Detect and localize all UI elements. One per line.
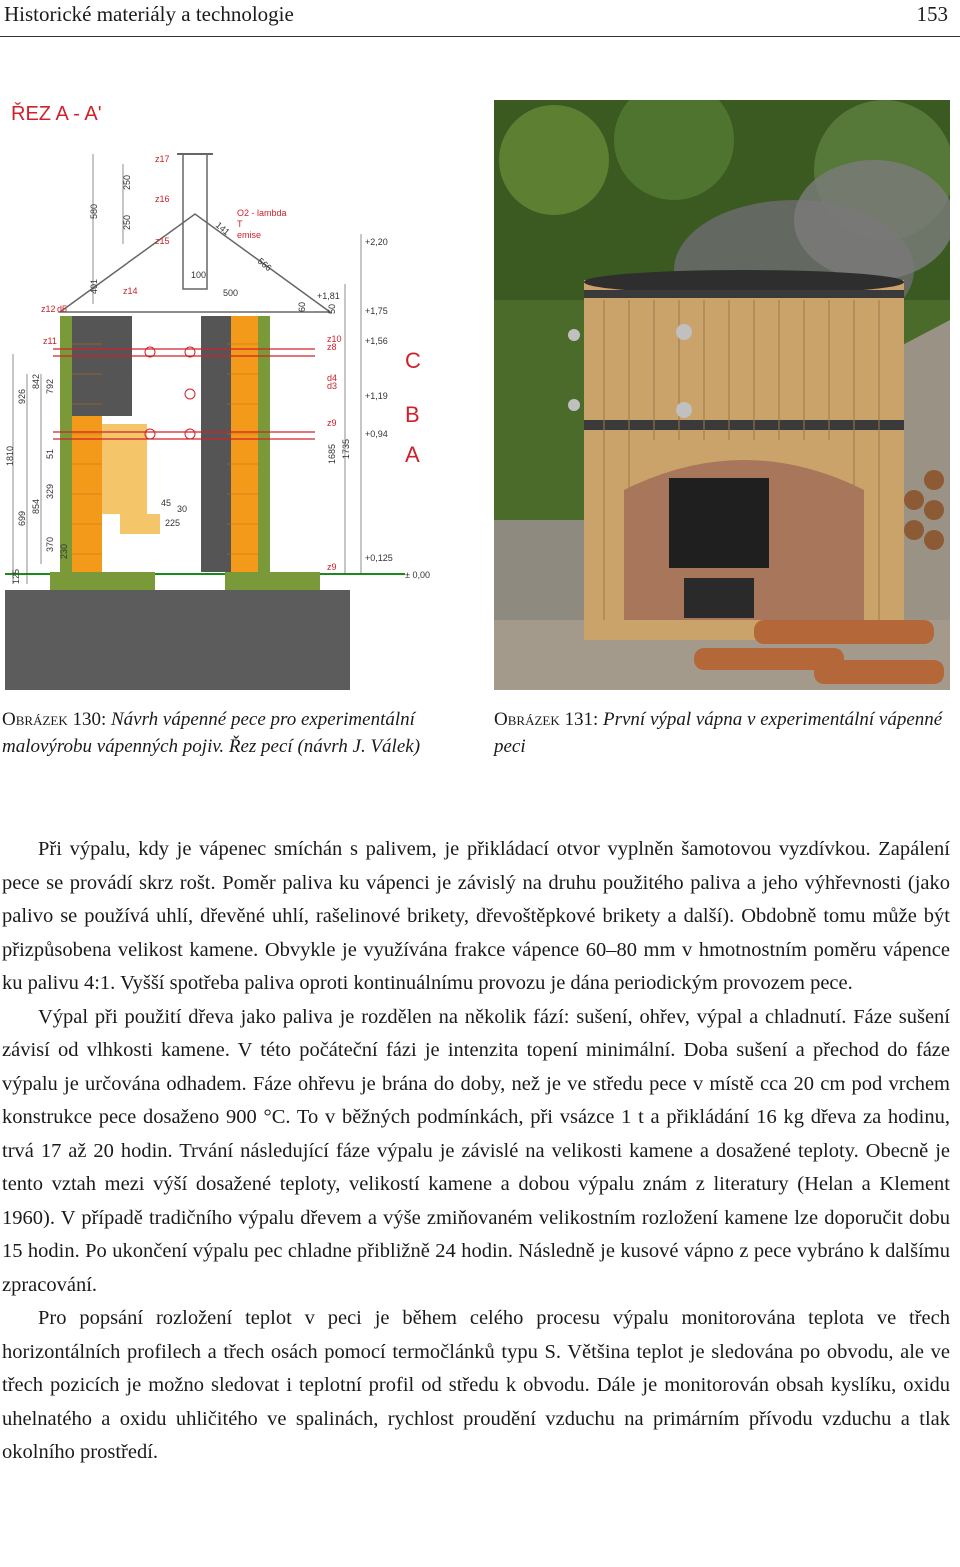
svg-text:230: 230 xyxy=(59,543,69,559)
svg-text:250: 250 xyxy=(122,174,132,190)
caption-text: První výpal vápna v experimentální vápenné peci xyxy=(494,709,943,757)
svg-text:± 0,00: ± 0,00 xyxy=(405,570,430,580)
figure-caption-131 xyxy=(494,706,954,760)
caption-text: Návrh vápenné pece pro experimentální malovýrobu vápenných pojiv. Řez pecí (návrh J. Válek) xyxy=(2,709,421,757)
firebox-block xyxy=(102,424,147,514)
svg-text:1735: 1735 xyxy=(341,438,351,459)
svg-text:100: 100 xyxy=(191,270,207,280)
svg-text:+1,75: +1,75 xyxy=(365,306,388,316)
svg-text:T: T xyxy=(237,219,243,229)
svg-text:50: 50 xyxy=(327,303,337,314)
svg-text:500: 500 xyxy=(223,288,239,298)
svg-text:1810: 1810 xyxy=(5,445,15,466)
svg-text:d4: d4 xyxy=(327,373,338,383)
svg-text:z15: z15 xyxy=(155,236,170,246)
svg-text:z11: z11 xyxy=(43,336,57,346)
chamber-left-dark xyxy=(72,316,132,416)
thermocouple-markers xyxy=(145,347,195,439)
svg-text:329: 329 xyxy=(45,483,55,499)
svg-text:370: 370 xyxy=(45,536,55,552)
svg-text:z16: z16 xyxy=(155,194,170,204)
paragraph: Při výpalu, kdy je vápenec smíchán s palivem, je přikládací otvor vyplněn šamotovou vyzdívkou. Zapálení pece se provádí skrz rošt. Poměr paliva ku vápenci je závislý na druhu použitého paliva a jeho výhřevnosti (jako palivo se používá uhlí, dřevěné uhlí, rašelinové brikety, dřevoštěpkové brikety a další). Obdobně tomu může být přizpůsobena velikost kamene. Obvykle je využívána frakce vápence 60–80 mm v hmotnostním poměru vápence ku palivu 4:1. Vyšší spotřeba paliva oproti kontinuálnímu provozu je dána periodickým provozem pece. xyxy=(2,838,950,994)
svg-text:z14: z14 xyxy=(123,286,138,296)
roof-outline xyxy=(60,214,330,312)
page-number: 153 xyxy=(916,2,948,26)
plinth-right xyxy=(225,572,320,590)
svg-text:d5: d5 xyxy=(57,304,68,314)
svg-text:60: 60 xyxy=(297,301,307,312)
svg-text:z9: z9 xyxy=(327,562,337,572)
page-header xyxy=(0,0,960,34)
kiln-photo xyxy=(494,100,950,690)
svg-text:141: 141 xyxy=(213,219,232,238)
svg-text:+1,56: +1,56 xyxy=(365,336,388,346)
svg-text:emise: emise xyxy=(237,230,262,240)
svg-text:A: A xyxy=(405,442,420,467)
svg-text:566: 566 xyxy=(255,255,274,274)
svg-text:854: 854 xyxy=(31,498,41,514)
section-label: ŘEZ A - A' xyxy=(11,103,102,125)
measurement-note xyxy=(237,208,287,240)
svg-text:250: 250 xyxy=(122,214,132,230)
body-text xyxy=(2,833,950,1470)
svg-text:z17: z17 xyxy=(155,154,170,164)
svg-text:z8: z8 xyxy=(327,342,337,352)
svg-text:30: 30 xyxy=(177,504,188,514)
svg-text:401: 401 xyxy=(89,278,99,294)
wall-right-outer xyxy=(258,316,270,572)
caption-label: Obrázek 131: xyxy=(494,709,599,730)
svg-text:+1,19: +1,19 xyxy=(365,391,388,401)
svg-text:1685: 1685 xyxy=(327,443,337,464)
paragraph: Pro popsání rozložení teplot v peci je během celého procesu výpalu monitorována teplota ve třech horizontálních profilech a třech osách pomocí termočlánků typu S. Většina teplot je sledována po obvodu, ale ve třech pozicích je možno sledovat i teplotní profil od středu k obvodu. Dále je monitorován obsah kyslíku, oxidu uhelnatého a oxidu uhličitého ve spalinách, rychlost proudění vzduchu na primárním přívodu vzduchu a tlak okolního prostředí. xyxy=(2,1307,950,1463)
svg-text:B: B xyxy=(405,402,420,427)
svg-text:+2,20: +2,20 xyxy=(365,237,388,247)
svg-text:125: 125 xyxy=(11,568,21,584)
ash-grate xyxy=(684,578,754,618)
dimension-labels xyxy=(5,175,351,584)
kiln-section-drawing xyxy=(5,94,451,690)
plinth-left xyxy=(50,572,155,590)
figure-caption-130 xyxy=(2,706,462,760)
svg-text:+0,125: +0,125 xyxy=(365,553,393,563)
svg-text:+0,94: +0,94 xyxy=(365,429,388,439)
svg-text:45: 45 xyxy=(161,498,172,508)
paragraph: Výpal při použití dřeva jako paliva je rozdělen na několik fází: sušení, ohřev, výpal a chladnutí. Fáze sušení závisí od vlhkosti kamene. V této počáteční fázi je intenzita topení minimální. Doba sušení a přechod do fáze výpalu je určována odhadem. Fáze ohřevu je brána do doby, než je ve středu pece v místě cca 20 cm pod vrchem konstrukce pece dosaženo 900 °C. To v běžných podmínkách, při vsázce 1 t a přikládání 16 kg dřeva za hodinu, trvá 17 až 20 hodin. Trvání následující fáze výpalu je závislé na velikosti kamene a dosažené teploty. Obecně je tento vztah mezi výší dosažené teploty, velikostí kamene a dobou výpalu znám z literatury (Helan a Klement 1960). V případě tradičního výpalu dřevem a výše zmiňovaném velikostním rozložení kamene lze doporučit dobu 15 hodin. Po ukončení výpalu pec chladne přibližně 24 hodin. Následně je kusové vápno z pece vybráno k dalšímu zpracování. xyxy=(2,1005,950,1296)
svg-text:d3: d3 xyxy=(327,381,338,391)
svg-text:792: 792 xyxy=(45,378,55,394)
running-title: Historické materiály a technologie xyxy=(4,2,294,26)
svg-text:225: 225 xyxy=(165,518,181,528)
svg-text:580: 580 xyxy=(89,203,99,219)
svg-text:926: 926 xyxy=(17,388,27,404)
svg-text:51: 51 xyxy=(45,448,55,459)
chimney xyxy=(183,154,207,289)
zone-labels xyxy=(405,348,421,467)
foundation xyxy=(5,590,350,690)
svg-text:z9: z9 xyxy=(327,418,337,428)
svg-text:+1,81: +1,81 xyxy=(317,291,340,301)
wall-left-outer xyxy=(60,316,72,572)
svg-text:z10: z10 xyxy=(327,334,342,344)
wall-right-inner xyxy=(227,316,258,572)
svg-text:842: 842 xyxy=(31,373,41,389)
header-rule xyxy=(0,36,960,37)
svg-text:699: 699 xyxy=(17,510,27,526)
caption-label: Obrázek 130: xyxy=(2,709,107,730)
svg-text:C: C xyxy=(405,348,421,373)
fire-door xyxy=(669,478,769,568)
chamber-right-dark xyxy=(201,316,231,572)
svg-text:z12: z12 xyxy=(41,304,56,314)
svg-text:O2 - lambda: O2 - lambda xyxy=(237,208,287,218)
